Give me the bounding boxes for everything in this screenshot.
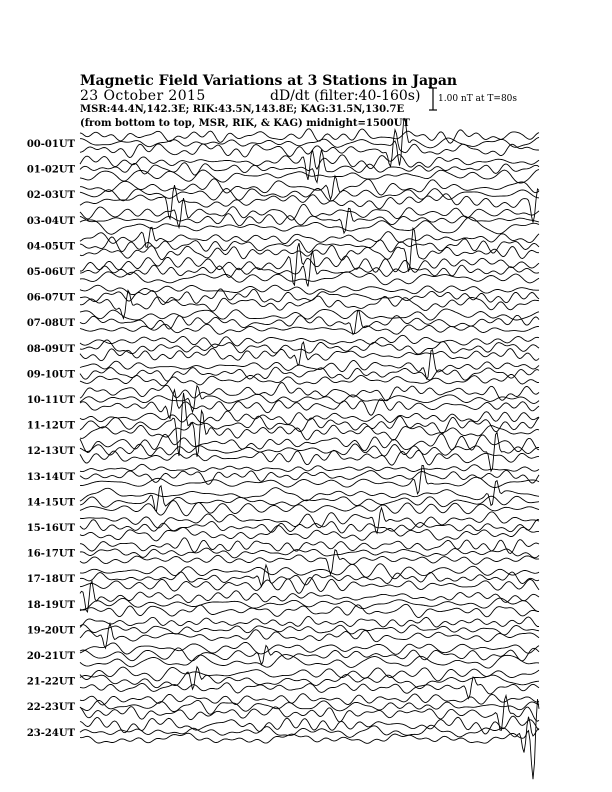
trace-KAG-03-04UT (80, 198, 539, 227)
station-order-note: (from bottom to top, MSR, RIK, & KAG) midnight=1500UT (80, 118, 410, 129)
hour-row-09-10UT (27, 350, 539, 386)
hour-label: 19-20UT (26, 625, 75, 637)
hour-label: 14-15UT (26, 497, 75, 509)
hour-label: 02-03UT (26, 190, 75, 202)
scale-label: 1.00 nT at T=80s (438, 94, 518, 104)
trace-KAG-13-14UT (80, 464, 539, 471)
hour-row-23-24UT (27, 699, 539, 779)
trace-MSR-03-04UT (80, 217, 539, 234)
hour-row-06-07UT (27, 285, 539, 318)
hour-label: 06-07UT (26, 292, 75, 304)
hour-row-10-11UT (27, 383, 539, 419)
hour-label: 01-02UT (26, 164, 75, 176)
hour-row-17-18UT (27, 564, 539, 594)
trace-MSR-20-21UT (80, 655, 539, 669)
trace-KAG-11-12UT (80, 411, 539, 424)
hour-row-11-12UT (27, 393, 539, 457)
hour-label: 22-23UT (26, 702, 75, 714)
trace-RIK-11-12UT (80, 393, 539, 456)
trace-RIK-21-22UT (80, 667, 539, 690)
trace-MSR-12-13UT (80, 450, 539, 465)
trace-KAG-02-03UT (80, 176, 539, 199)
hour-label: 00-01UT (26, 139, 75, 150)
hour-row-02-03UT (27, 176, 539, 223)
hour-label: 13-14UT (26, 471, 75, 483)
trace-RIK-00-01UT (80, 118, 539, 166)
trace-KAG-17-18UT (80, 564, 539, 579)
chart-title: Magnetic Field Variations at 3 Stations in Japan (80, 73, 458, 89)
hour-rows (27, 118, 539, 779)
trace-RIK-23-24UT (80, 717, 539, 753)
trace-KAG-04-05UT (80, 227, 539, 247)
hour-row-08-09UT (27, 335, 539, 364)
hour-label: 05-06UT (26, 267, 75, 278)
hour-label: 20-21UT (26, 651, 75, 662)
hour-row-20-21UT (27, 642, 539, 668)
trace-RIK-17-18UT (80, 565, 539, 586)
trace-KAG-20-21UT (80, 642, 539, 654)
scale-bar (429, 88, 437, 110)
hour-label: 03-04UT (26, 215, 75, 227)
trace-MSR-21-22UT (80, 677, 539, 699)
hour-label: 04-05UT (26, 241, 75, 253)
trace-RIK-19-20UT (80, 625, 539, 635)
trace-MSR-13-14UT (80, 465, 539, 493)
hour-label: 21-22UT (26, 676, 75, 688)
chart-quantity: dD/dt (filter:40-160s) (270, 88, 421, 104)
hour-label: 11-12UT (26, 420, 75, 432)
hour-label: 07-08UT (26, 318, 75, 330)
hour-row-15-16UT (27, 508, 539, 541)
trace-RIK-15-16UT (80, 520, 539, 533)
trace-KAG-08-09UT (80, 335, 539, 347)
hour-label: 23-24UT (26, 727, 75, 739)
hour-row-12-13UT (27, 432, 539, 471)
trace-RIK-06-07UT (80, 289, 539, 305)
trace-MSR-18-19UT (80, 604, 539, 617)
hour-row-19-20UT (27, 617, 539, 649)
hour-label: 17-18UT (26, 574, 75, 586)
hour-row-00-01UT (27, 118, 539, 167)
trace-KAG-00-01UT (80, 129, 539, 144)
hour-row-16-17UT (27, 538, 539, 575)
trace-RIK-09-10UT (80, 367, 539, 381)
trace-KAG-12-13UT (80, 434, 539, 453)
station-coordinates: MSR:44.4N,142.3E; RIK:43.5N,143.8E; KAG:31.5N,130.7E (80, 104, 405, 115)
trace-KAG-07-08UT (80, 309, 539, 320)
trace-RIK-16-17UT (80, 548, 539, 558)
trace-RIK-20-21UT (80, 646, 539, 665)
hour-label: 15-16UT (26, 523, 75, 534)
trace-RIK-14-15UT (80, 486, 539, 511)
trace-MSR-04-05UT (80, 228, 539, 271)
hour-label: 10-11UT (26, 395, 75, 406)
chart-date: 23 October 2015 (80, 88, 206, 104)
trace-KAG-14-15UT (80, 481, 539, 506)
hour-row-07-08UT (27, 309, 539, 335)
hour-row-03-04UT (27, 198, 539, 234)
trace-RIK-18-19UT (80, 598, 539, 611)
trace-KAG-19-20UT (80, 617, 539, 628)
hour-row-21-22UT (27, 667, 539, 699)
trace-KAG-06-07UT (80, 285, 539, 294)
hour-label: 08-09UT (26, 343, 75, 355)
hour-label: 09-10UT (26, 369, 75, 381)
hour-row-01-02UT (27, 150, 539, 183)
hour-label: 12-13UT (26, 446, 75, 458)
hour-label: 16-17UT (26, 548, 75, 560)
trace-KAG-10-11UT (80, 383, 539, 401)
hour-label: 18-19UT (26, 599, 75, 611)
